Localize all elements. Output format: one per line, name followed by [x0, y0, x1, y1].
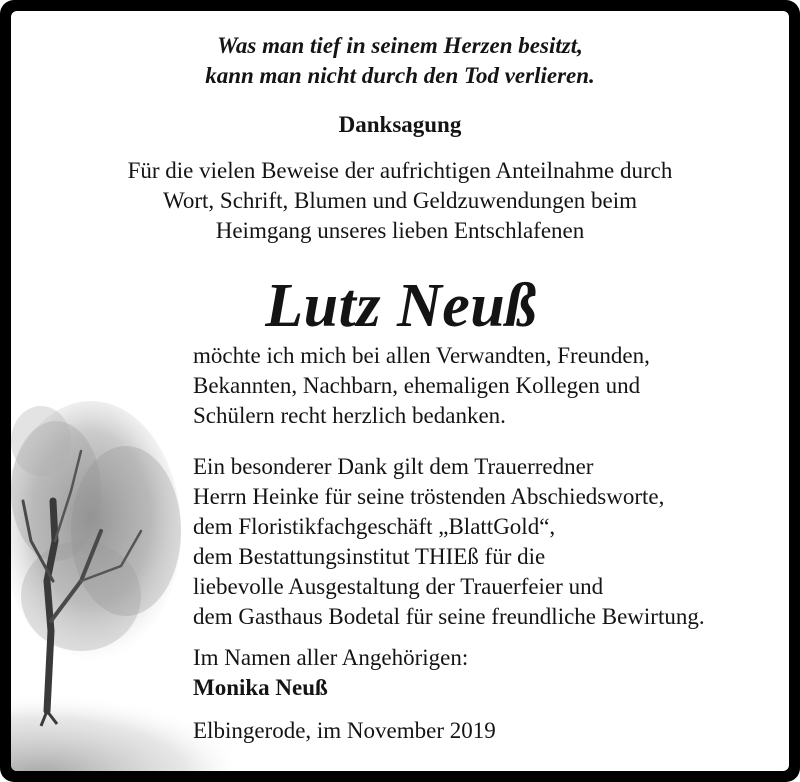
- signer-name: Monika Neuß: [193, 675, 328, 700]
- special-thanks-line-2: Herrn Heinke für seine tröstenden Abschiedsworte,: [193, 484, 665, 509]
- special-thanks-line-1: Ein besonderer Dank gilt dem Trauerredner: [193, 454, 594, 479]
- special-thanks-line-3: dem Floristikfachgeschäft „BlattGold“,: [193, 514, 556, 539]
- deceased-name: Lutz Neuß: [265, 272, 537, 340]
- special-thanks-line-6: dem Gasthaus Bodetal für seine freundliche Bewirtung.: [193, 604, 705, 629]
- place-date: Elbingerode, im November 2019: [193, 718, 496, 743]
- special-thanks-line-5: liebevolle Ausgestaltung der Trauerfeier und: [193, 574, 604, 599]
- notice-body: [11, 11, 789, 771]
- thanks-line-2: Bekannten, Nachbarn, ehemaligen Kollegen und: [193, 373, 641, 398]
- thanks-paragraph: [193, 341, 650, 431]
- motto-line-1: Was man tief in seinem Herzen besitzt,: [217, 33, 583, 58]
- intro-line-1: Für die vielen Beweise der aufrichtigen Anteilnahme durch: [127, 158, 673, 183]
- motto-line-2: kann man nicht durch den Tod verlieren.: [205, 63, 595, 88]
- heading: Danksagung: [338, 112, 462, 137]
- intro-line-2: Wort, Schrift, Blumen und Geldzuwendungen beim: [162, 188, 638, 213]
- intro-line-3: Heimgang unseres lieben Entschlafenen: [215, 218, 585, 243]
- thanks-line-1: möchte ich mich bei allen Verwandten, Freunden,: [193, 343, 650, 368]
- thanks-line-3: Schülern recht herzlich bedanken.: [193, 403, 506, 428]
- special-thanks-line-4: dem Bestattungsinstitut THIEß für die: [193, 544, 546, 569]
- closing-block: [193, 643, 468, 703]
- closing-line: Im Namen aller Angehörigen:: [193, 645, 469, 670]
- special-thanks-paragraph: [193, 452, 705, 632]
